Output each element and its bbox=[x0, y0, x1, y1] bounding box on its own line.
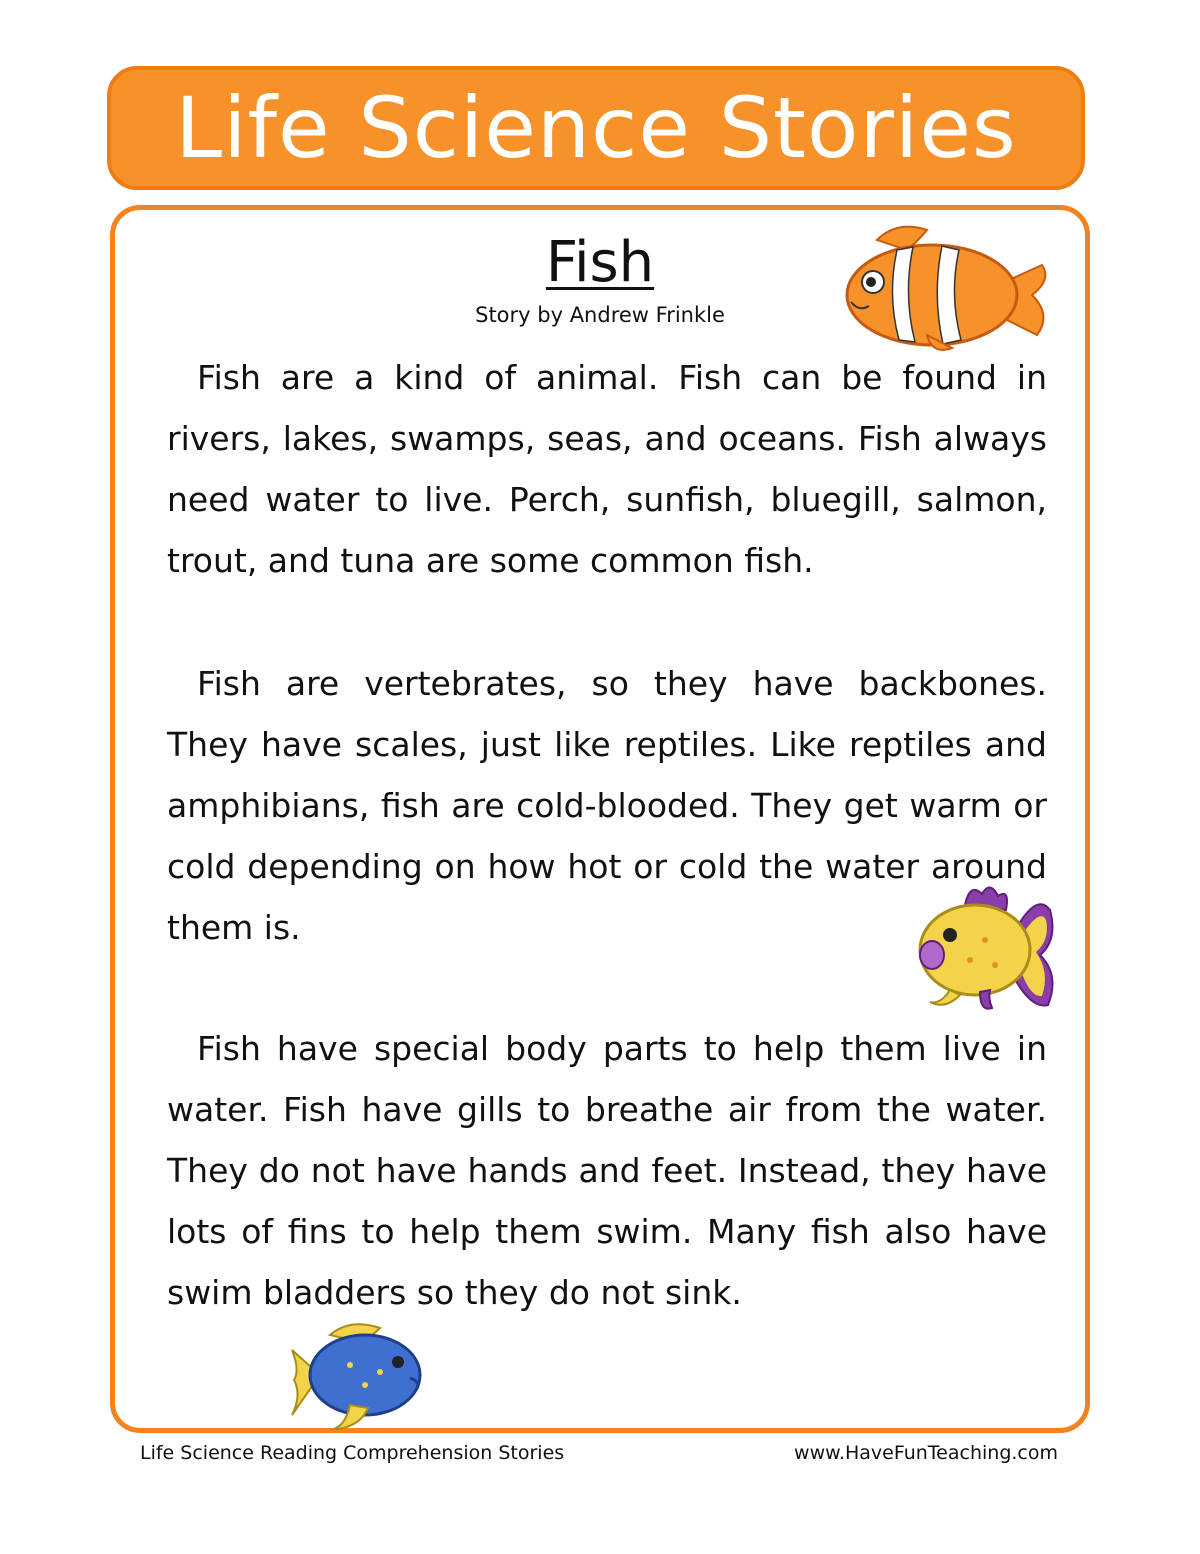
story-paragraph-1: Fish are a kind of animal. Fish can be found in rivers, lakes, swamps, seas, and oceans. Fish always need water to live. Perch, sunfish, bluegill, salmon, trout, and tuna are some common fish. bbox=[167, 358, 1047, 580]
header-banner bbox=[107, 66, 1085, 190]
footer-website: www.HaveFunTeaching.com bbox=[794, 1442, 1058, 1464]
blue-fish-icon bbox=[290, 1320, 430, 1430]
yellow-fish-icon bbox=[910, 880, 1060, 1020]
story-paragraph-3: Fish have special body parts to help them live in water. Fish have gills to breathe air from the water. They do not have hands and feet. Instead, they have lots of fins to help them swim. Many fish also have swim bladders so they do not sink. bbox=[167, 1029, 1047, 1312]
clownfish-icon bbox=[837, 220, 1057, 360]
story-title: Fish bbox=[545, 230, 655, 295]
story-byline: Story by Andrew Frinkle bbox=[475, 303, 725, 327]
footer-series-title: Life Science Reading Comprehension Stories bbox=[140, 1442, 565, 1464]
banner-title: Life Science Stories bbox=[175, 79, 1017, 177]
story-box bbox=[110, 205, 1090, 1433]
story-paragraph-2: Fish are vertebrates, so they have backbones. They have scales, just like reptiles. Like reptiles and amphibians, fish are cold-blooded. They get warm or cold depending on how hot or cold the water around them is. bbox=[167, 664, 1047, 947]
